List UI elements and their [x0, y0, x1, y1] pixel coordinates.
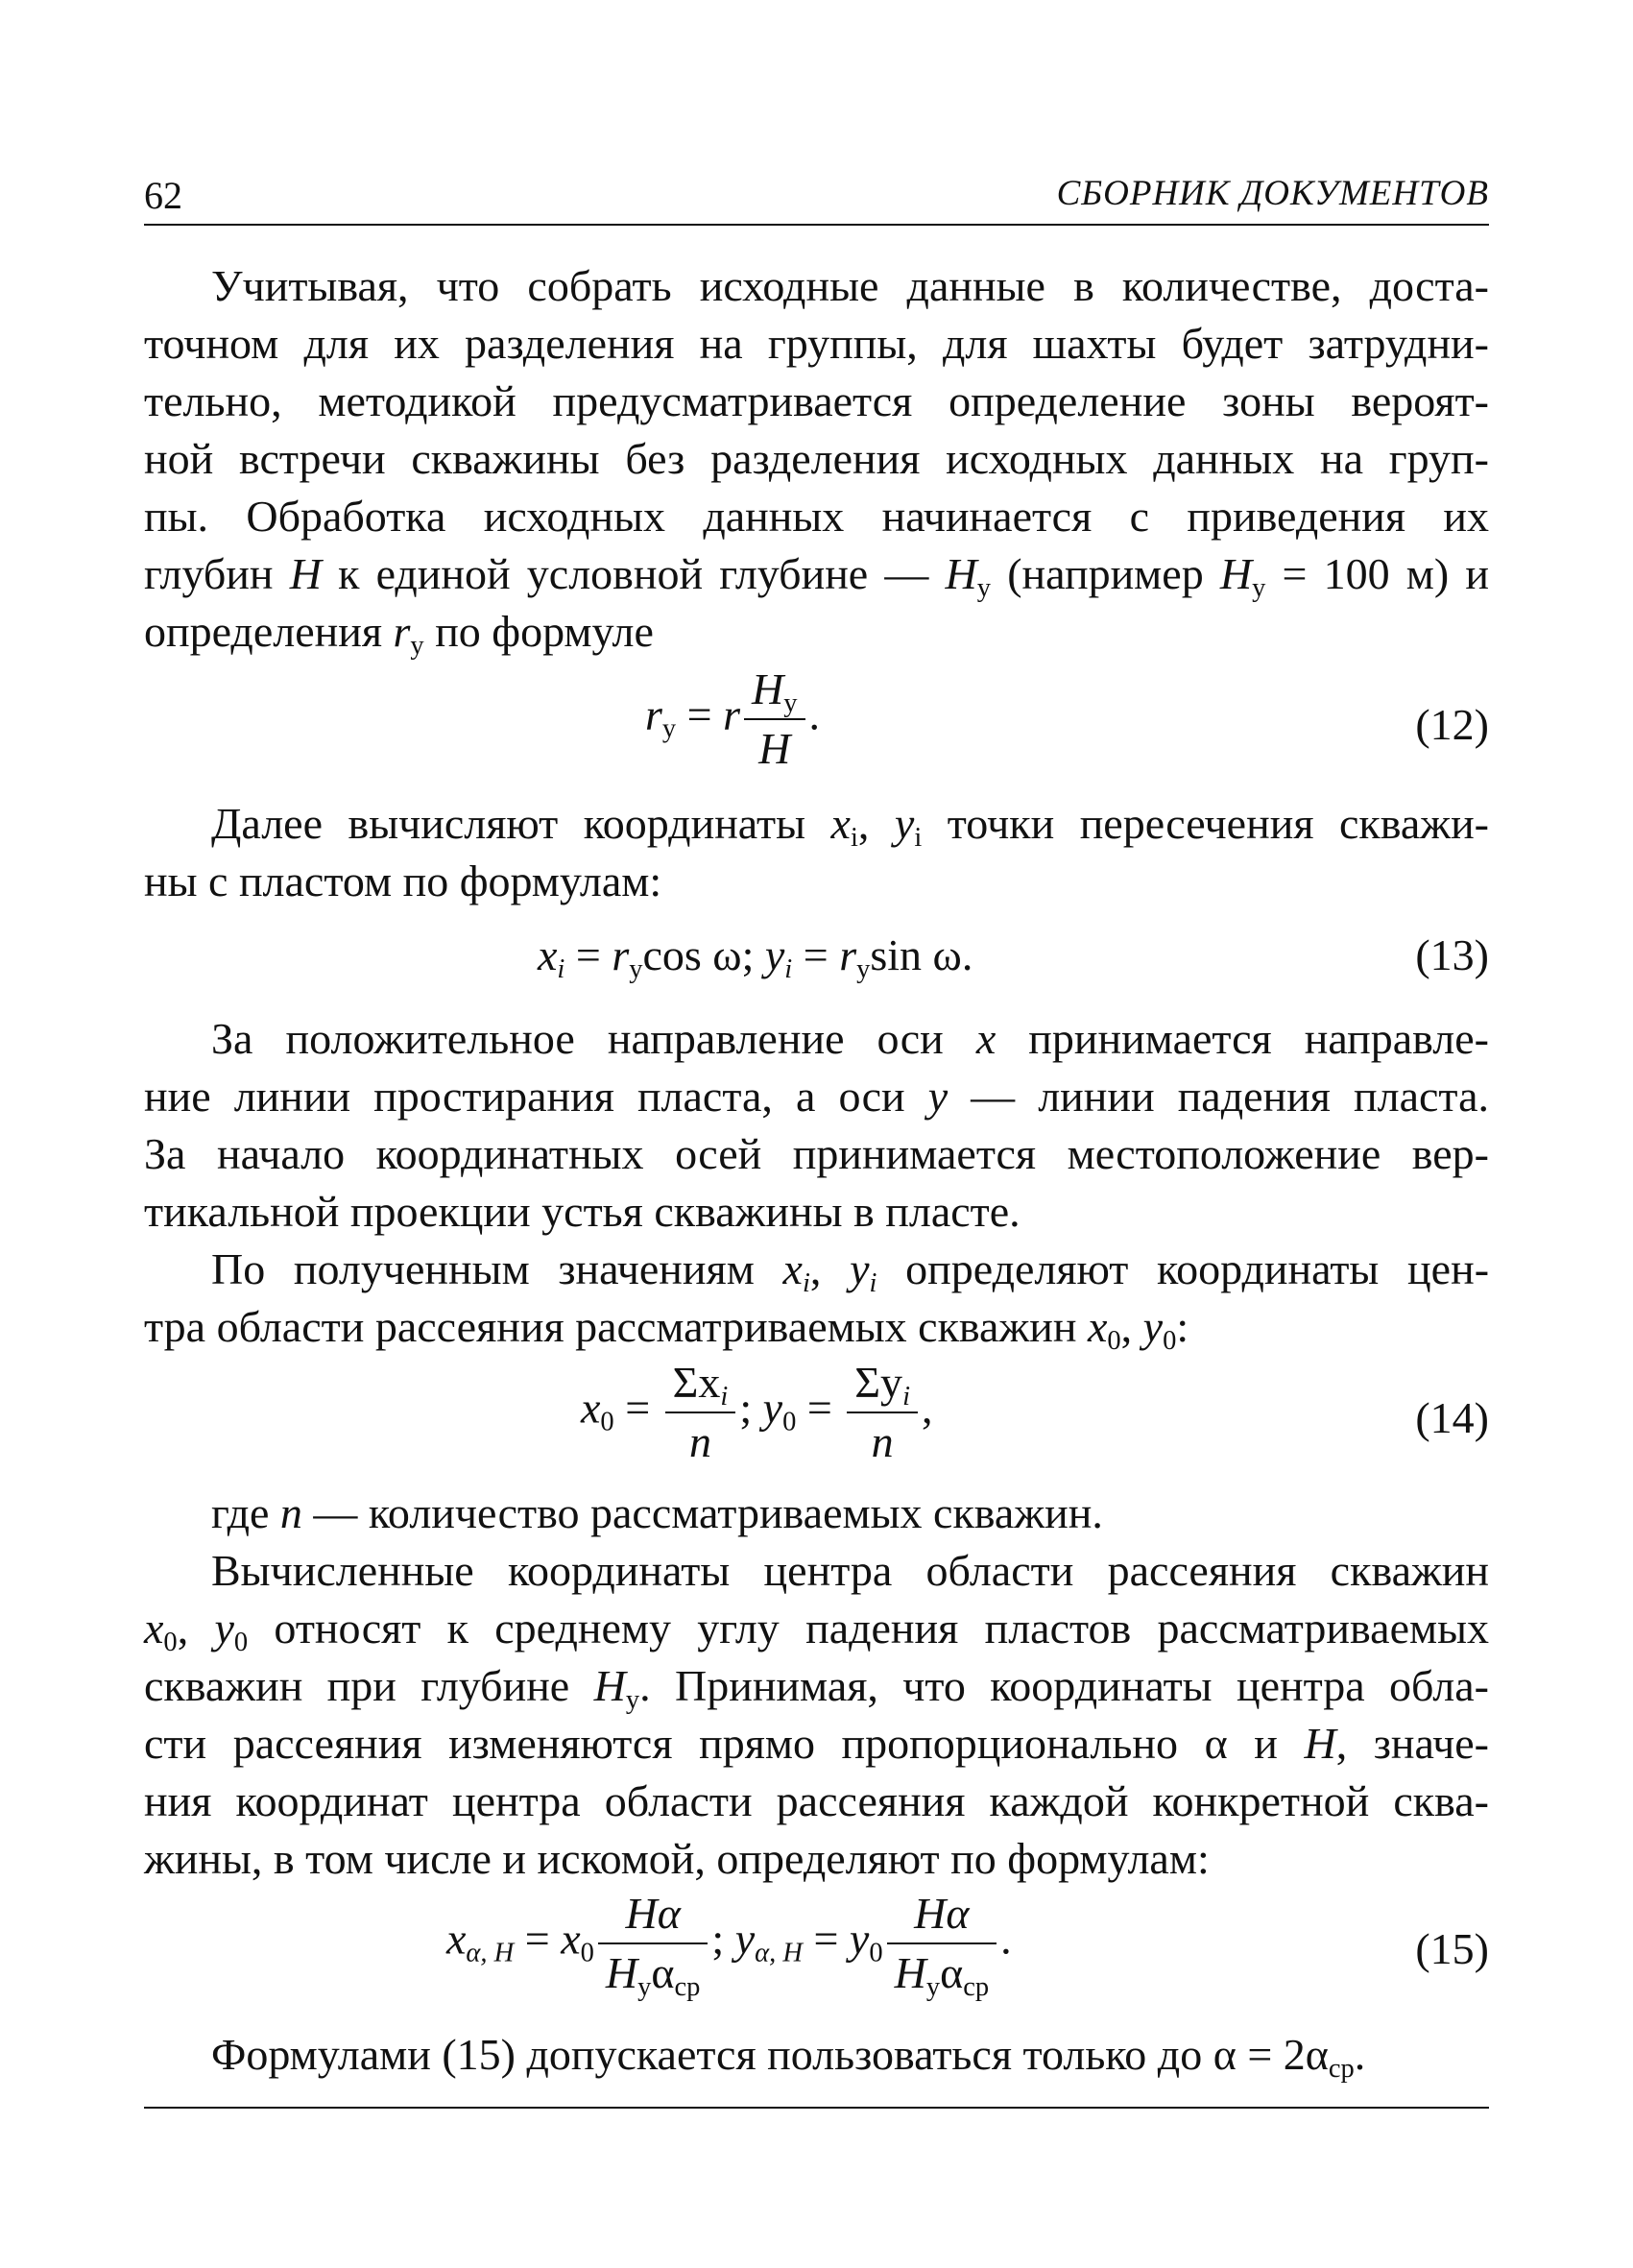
text-line: Учитывая, что собрать исходные данные в количестве, доста- — [211, 261, 1489, 310]
running-title: СБОРНИК ДОКУМЕНТОВ — [1056, 174, 1489, 213]
text-line: Вычисленные координаты центра области рассеяния скважин — [211, 1546, 1489, 1595]
footer-rule — [144, 2107, 1489, 2109]
text-line: определения $r_у$ по формуле — [144, 607, 654, 661]
formula-15 — [144, 1887, 1489, 2012]
paragraph-n-definition — [144, 1484, 1489, 1542]
paragraph-center — [144, 1241, 1489, 1356]
text-line: тра области рассеяния рассматриваемых скважин $x_0$, $y_0$: — [144, 1302, 1189, 1356]
text-line: $x_0$, $y_0$ относят к среднему углу падения пластов рассматриваемых — [144, 1604, 1490, 1657]
paragraph-limit — [144, 2026, 1489, 2084]
text-line: глубин H к единой условной глубине — $H_у$ (например $H_у = 100$ м) и — [144, 549, 1489, 603]
text-line: ны с пластом по формулам: — [144, 857, 662, 905]
text-line: сти рассеяния изменяются прямо пропорционально α и H, значе- — [144, 1719, 1489, 1768]
formula-15-body: $x_{\alpha, H} = x_0$ $\frac{H\alpha}{H_у\alpha_{ср}}$ ; $y_{\alpha, H} = y_0$ $\frac{H\alpha}{H_у\alpha_{ср}}$ . — [446, 1889, 1012, 2002]
equation-number: (12) — [1415, 700, 1489, 749]
paragraph-scaling — [144, 1542, 1489, 1888]
text-line: пы. Обработка исходных данных начинается с приведения их — [144, 492, 1489, 541]
paragraph-coordinates — [144, 795, 1489, 910]
text-line: тикальной проекции устья скважины в пласте. — [144, 1187, 1021, 1236]
text-line: Далее вычисляют координаты $x_i$, $y_i$ точки пересечения скважи- — [211, 799, 1489, 853]
formula-12 — [144, 663, 1489, 787]
text-line: Формулами (15) допускается пользоваться только до $\alpha = 2\alpha_{ср}$. — [211, 2030, 1366, 2084]
text-line: ние линии простирания пласта, а оси y — линии падения пласта. — [144, 1072, 1489, 1121]
text-line: ния координат центра области рассеяния каждой конкретной сква- — [144, 1776, 1489, 1825]
formula-14-body: $x_0$ = $\frac{\Sigma x_i}{n}$ ; $y_0$ = $\frac{\Sigma y_i}{n}$ , — [581, 1358, 933, 1466]
formula-13 — [144, 929, 1489, 987]
formula-14 — [144, 1356, 1489, 1481]
formula-12-body: $r_у = r$ $\frac{H_у}{H}$ . — [645, 664, 821, 773]
text-line: точном для их разделения на группы, для шахты будет затрудни- — [144, 319, 1489, 368]
paragraph-axes — [144, 1010, 1489, 1241]
paragraph-intro — [144, 257, 1489, 661]
formula-13-body: $x_i = r_у\cos$ ω; $y_i = r_у\sin$ ω. — [538, 930, 973, 984]
text-line: тельно, методикой предусматривается определение зоны вероят- — [144, 376, 1489, 425]
text-line: По полученным значениям $x_i$, $y_i$ определяют координаты цен- — [211, 1244, 1490, 1298]
equation-number: (15) — [1415, 1924, 1489, 1973]
text-line: ной встречи скважины без разделения исходных данных на груп- — [144, 434, 1489, 483]
equation-number: (13) — [1415, 930, 1489, 979]
text-line: За начало координатных осей принимается местоположение вер- — [144, 1129, 1489, 1178]
text-line: жины, в том числе и искомой, определяют по формулам: — [144, 1834, 1210, 1883]
equation-number: (14) — [1415, 1393, 1489, 1442]
text-line: скважин при глубине $H_у$. Принимая, что координаты центра обла- — [144, 1661, 1489, 1715]
header-rule — [144, 224, 1489, 226]
page-number: 62 — [144, 174, 182, 217]
text-line: За положительное направление оси x принимается направле- — [211, 1014, 1489, 1063]
text-line: где n — количество рассматриваемых скважин. — [211, 1488, 1103, 1537]
